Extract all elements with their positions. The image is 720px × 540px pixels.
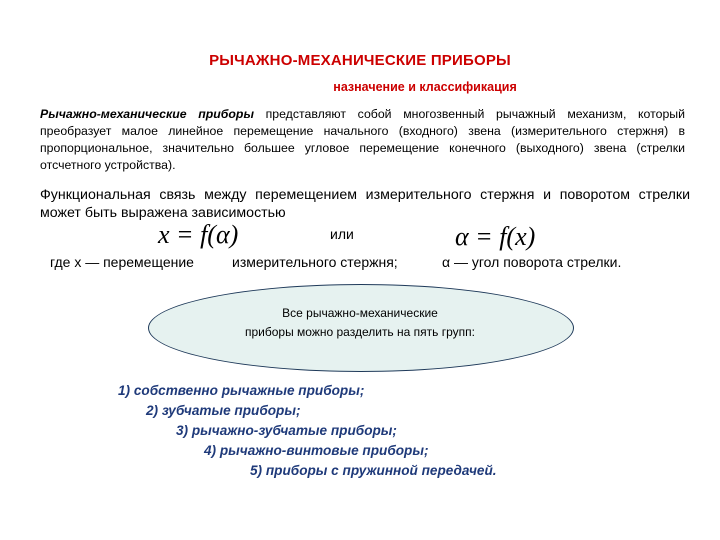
callout-text — [148, 304, 572, 342]
or-word: или — [330, 226, 354, 242]
group-item-3: 3) рычажно-зубчатые приборы; — [176, 423, 397, 438]
formula-alpha-of-x: α = f(x) — [455, 222, 536, 251]
group-item-5: 5) приборы с пружинной передачей. — [250, 463, 497, 478]
formula-x-of-alpha: x = f(α) — [158, 220, 239, 249]
group-item-4: 4) рычажно-винтовые приборы; — [204, 443, 429, 458]
group-item-2: 2) зубчатые приборы; — [146, 403, 301, 418]
callout-line-2: приборы можно разделить на пять групп: — [245, 325, 475, 339]
page-subtitle: назначение и классификация — [333, 80, 517, 94]
page-title: РЫЧАЖНО-МЕХАНИЧЕСКИЕ ПРИБОРЫ — [209, 52, 511, 69]
intro-lead: Рычажно-механические приборы — [40, 107, 254, 121]
where-part-3: α — угол поворота стрелки. — [442, 254, 622, 270]
intro-paragraph — [40, 106, 685, 174]
intro-rest: представляют собой многозвенный рычажный механизм, который преобразует малое линейное перемещение начального (входного) звена (измерительного стержня) в пропорциональное, значительно большее угловое перемещение конечного (выходного) звена (стрелки отсчетного устройства). — [40, 107, 685, 172]
relation-paragraph: Функциональная связь между перемещением измерительного стержня и поворотом стрелки может быть выражена зависимостью — [40, 187, 690, 221]
where-part-1: где x — перемещение — [50, 254, 194, 270]
group-item-1: 1) собственно рычажные приборы; — [118, 383, 365, 398]
callout-line-1: Все рычажно-механические — [282, 306, 438, 320]
where-part-2: измерительного стержня; — [232, 254, 398, 270]
